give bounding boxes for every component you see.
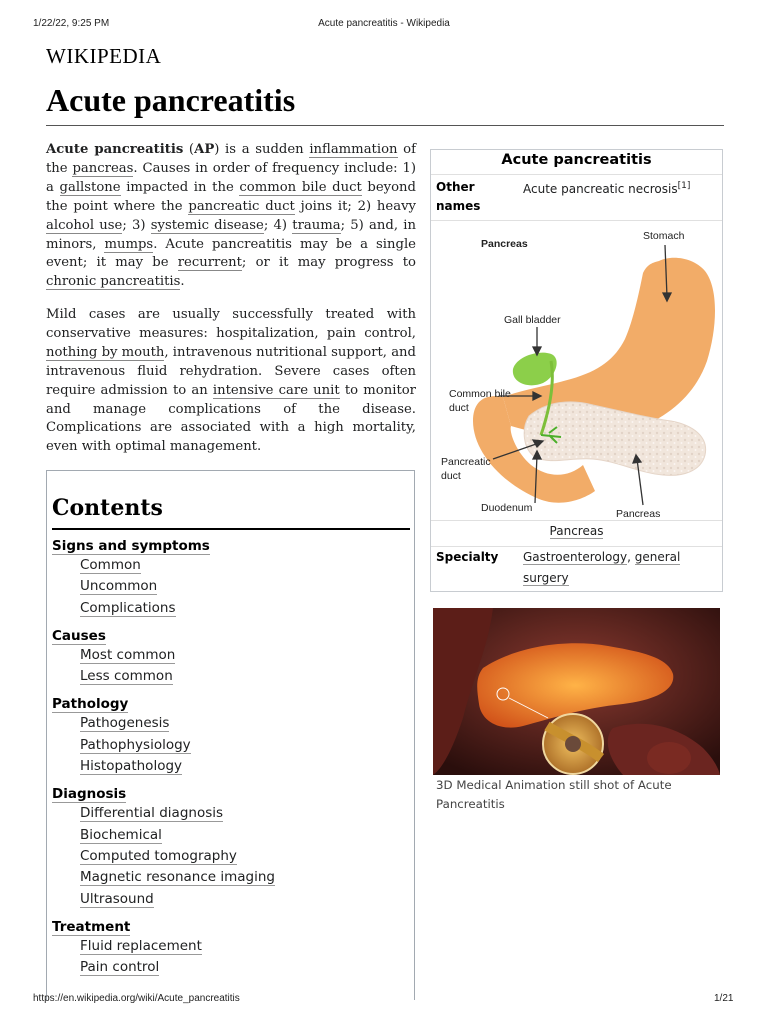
toc-divider — [52, 528, 410, 530]
link-gallstone[interactable]: gallstone — [59, 179, 121, 195]
lead-paragraph: Acute pancreatitis (AP) is a sudden inflammation of the pancreas. Causes in order of frequency include: 1) a gallstone impacted in the common bile duct beyond the point where the pancreatic duct joins it; 2) heavy alcohol use; 3) systemic disease; 4) trauma; 5) and, in minors, mumps. Acute pancreatitis may be a single event; it may be recurrent; or it may progress to chronic pancreatitis. — [46, 142, 416, 290]
link-systemic-disease[interactable]: systemic disease — [150, 217, 264, 233]
toc-list — [52, 535, 407, 978]
toc-item-ultrasound[interactable]: Ultrasound — [80, 890, 154, 907]
link-recurrent[interactable]: recurrent — [177, 255, 242, 271]
toc-item-fluid-replacement[interactable]: Fluid replacement — [80, 937, 202, 954]
link-inflammation[interactable]: inflammation — [309, 142, 398, 157]
toc-item-uncommon[interactable]: Uncommon — [80, 578, 158, 595]
link-pancreas[interactable]: pancreas — [72, 160, 134, 176]
label-duct: duct — [449, 402, 469, 414]
link-nothing-by-mouth[interactable]: nothing by mouth — [46, 344, 165, 360]
toc-item-mri[interactable]: Magnetic resonance imaging — [80, 869, 275, 886]
link-chronic-pancreatitis[interactable]: chronic pancreatitis — [46, 274, 181, 290]
title-divider — [46, 125, 724, 126]
diagram-title: Pancreas — [481, 238, 528, 250]
print-url: https://en.wikipedia.org/wiki/Acute_pancreatitis — [33, 993, 240, 1004]
toc-section-treatment[interactable]: Treatment — [52, 918, 131, 935]
link-gastroenterology[interactable]: Gastroenterology — [523, 550, 628, 564]
link-mumps[interactable]: mumps — [104, 236, 154, 252]
toc-section-pathology[interactable]: Pathology — [52, 696, 129, 713]
toc-item-computed-tomography[interactable]: Computed tomography — [80, 847, 237, 864]
gallbladder-shape — [513, 353, 557, 386]
infobox-row-specialty — [431, 546, 722, 593]
table-of-contents — [46, 470, 415, 1000]
toc-item-pain-control[interactable]: Pain control — [80, 959, 160, 976]
toc-item-common[interactable]: Common — [80, 557, 141, 573]
figure-caption: 3D Medical Animation still shot of Acute Pancreatitis — [436, 778, 672, 811]
label-duct-2: duct — [441, 470, 461, 482]
toc-item-pathogenesis[interactable]: Pathogenesis — [80, 715, 170, 732]
link-general-surgery[interactable]: general surgery — [523, 550, 681, 585]
toc-section-signs-and-symptoms[interactable]: Signs and symptoms — [52, 538, 210, 554]
infobox-row-other-names — [431, 174, 722, 221]
infobox — [430, 149, 723, 592]
link-common-bile-duct[interactable]: common bile duct — [239, 179, 362, 195]
page-title: Acute pancreatitis — [46, 82, 296, 118]
reference-link[interactable]: [1] — [677, 181, 691, 191]
link-pancreatic-duct[interactable]: pancreatic duct — [188, 198, 295, 214]
intestine-loop — [647, 742, 691, 774]
second-paragraph: Mild cases are usually successfully treated with conservative measures: hospitalization, pain control, nothing by mouth, intravenous nutritional support, and intravenous fluid rehydration. Severe cases often require admission to an intensive care unit to monitor and manage complications of the disease. Complications are associated with a high mortality, even with optimal management. — [46, 307, 416, 455]
toc-title: Contents — [52, 495, 163, 521]
label-common-bile: Common bile — [449, 388, 511, 400]
other-names-label: Other names — [436, 180, 481, 213]
infobox-image-row — [431, 220, 722, 521]
label-pancreatic: Pancreatic — [441, 456, 491, 468]
toc-section-causes[interactable]: Causes — [52, 627, 106, 644]
specialty-label: Specialty — [436, 550, 499, 564]
label-pancreas: Pancreas — [616, 508, 661, 519]
other-names-value: Acute pancreatic necrosis[1] — [523, 181, 691, 196]
toc-item-less-common[interactable]: Less common — [80, 668, 173, 685]
infobox-title: Acute pancreatitis — [501, 152, 652, 168]
link-intensive-care-unit[interactable]: intensive care unit — [212, 382, 340, 398]
link-alcohol-use[interactable]: alcohol use — [46, 217, 123, 233]
link-trauma[interactable]: trauma — [292, 217, 341, 233]
print-page-title: Acute pancreatitis - Wikipedia — [318, 18, 450, 29]
toc-item-pathophysiology[interactable]: Pathophysiology — [80, 736, 191, 753]
print-page-number: 1/21 — [714, 993, 734, 1004]
label-duodenum: Duodenum — [481, 502, 533, 514]
toc-item-complications[interactable]: Complications — [80, 599, 176, 616]
label-stomach: Stomach — [643, 230, 685, 242]
pancreas-diagram[interactable] — [431, 221, 722, 519]
label-gall-bladder: Gall bladder — [504, 314, 561, 326]
toc-item-differential-diagnosis[interactable]: Differential diagnosis — [80, 805, 224, 822]
wikipedia-logo[interactable]: WIKIPEDIA — [46, 44, 162, 68]
infobox-image-caption-row — [431, 520, 722, 547]
infobox-image-caption[interactable]: Pancreas — [549, 524, 604, 538]
toc-item-biochemical[interactable]: Biochemical — [80, 826, 162, 843]
specialty-value: Gastroenterology, general surgery — [523, 550, 681, 585]
toc-item-most-common[interactable]: Most common — [80, 646, 176, 663]
print-datetime: 1/22/22, 9:25 PM — [33, 18, 110, 29]
toc-item-histopathology[interactable]: Histopathology — [80, 758, 183, 775]
toc-section-diagnosis[interactable]: Diagnosis — [52, 786, 127, 803]
gallstone — [565, 736, 581, 752]
medical-animation-image[interactable] — [433, 608, 720, 775]
